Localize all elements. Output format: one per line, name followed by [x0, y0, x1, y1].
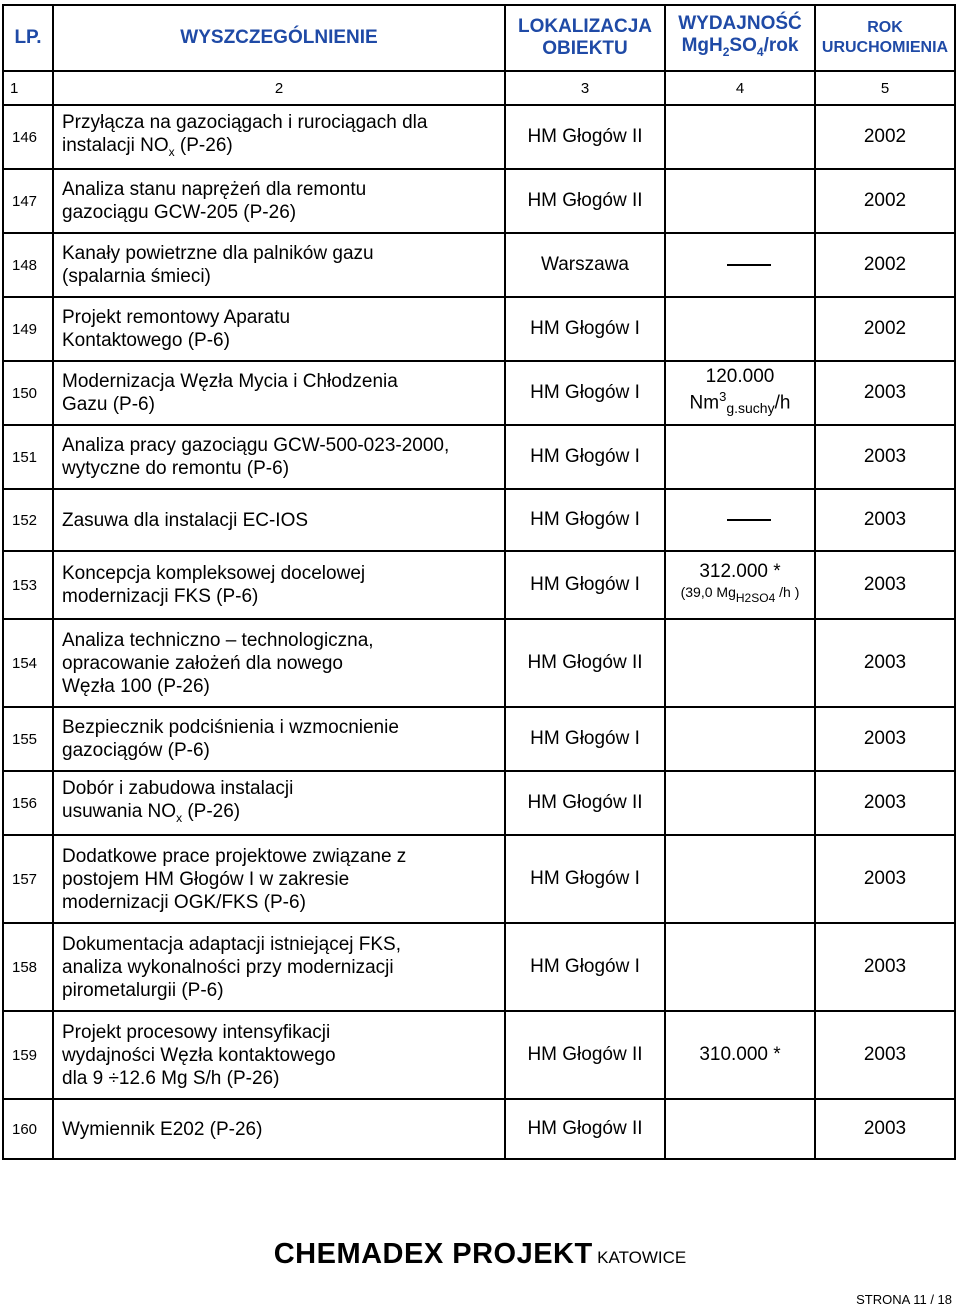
row-lp: 156: [3, 771, 53, 835]
row-year: 2003: [815, 619, 955, 707]
row-year: 2003: [815, 707, 955, 771]
row-location: HM Głogów I: [505, 489, 665, 551]
table-row: [3, 425, 955, 489]
row-year: 2003: [815, 361, 955, 425]
row-location: HM Głogów II: [505, 169, 665, 233]
row-location: HM Głogów II: [505, 771, 665, 835]
header-location: LOKALIZACJA OBIEKTU: [505, 5, 665, 71]
row-location: Warszawa: [505, 233, 665, 297]
row-description: Bezpiecznik podciśnienia i wzmocnienie gazociągów (P-6): [53, 707, 505, 771]
row-lp: 147: [3, 169, 53, 233]
colnum: 1: [3, 71, 53, 105]
table-row: [3, 835, 955, 923]
row-capacity: [665, 707, 815, 771]
row-description: Analiza stanu naprężeń dla remontu gazociągu GCW-205 (P-26): [53, 169, 505, 233]
row-year: 2003: [815, 923, 955, 1011]
row-year: 2003: [815, 551, 955, 619]
table-row: [3, 1011, 955, 1099]
row-lp: 159: [3, 1011, 53, 1099]
row-capacity: [665, 771, 815, 835]
row-description: Przyłącza na gazociągach i rurociągach dla instalacji $NO_x$ (P-26): [53, 105, 505, 169]
table-row: [3, 619, 955, 707]
projects-table: [2, 4, 956, 1160]
row-year: 2003: [815, 771, 955, 835]
row-location: HM Głogów I: [505, 551, 665, 619]
row-capacity: [665, 489, 815, 551]
row-description: Projekt procesowy intensyfikacji wydajności Węzła kontaktowego dla 9 ÷12.6 Mg S/h (P-26): [53, 1011, 505, 1099]
table-row: [3, 707, 955, 771]
colnum: 3: [505, 71, 665, 105]
row-location: HM Głogów II: [505, 619, 665, 707]
row-capacity: 310.000 *: [665, 1011, 815, 1099]
header-capacity: WYDAJNOŚĆ $MgH_2SO_4$/rok: [665, 5, 815, 71]
table-row: [3, 297, 955, 361]
row-lp: 150: [3, 361, 53, 425]
table-row: [3, 361, 955, 425]
row-year: 2003: [815, 425, 955, 489]
row-capacity: 312.000 * (39,0 $Mg_{H2SO4}$ /h ): [665, 551, 815, 619]
row-capacity: [665, 233, 815, 297]
row-location: HM Głogów I: [505, 707, 665, 771]
row-lp: 149: [3, 297, 53, 361]
colnum: 2: [53, 71, 505, 105]
column-numbers-row: [3, 71, 955, 105]
row-description: Wymiennik E202 (P-26): [53, 1099, 505, 1159]
row-capacity: [665, 835, 815, 923]
row-capacity: [665, 923, 815, 1011]
row-lp: 154: [3, 619, 53, 707]
row-year: 2003: [815, 1011, 955, 1099]
row-lp: 160: [3, 1099, 53, 1159]
row-description: Analiza pracy gazociągu GCW-500-023-2000, wytyczne do remontu (P-6): [53, 425, 505, 489]
row-year: 2003: [815, 835, 955, 923]
row-lp: 157: [3, 835, 53, 923]
row-capacity: [665, 425, 815, 489]
colnum: 4: [665, 71, 815, 105]
header-row: [3, 5, 955, 71]
row-year: 2002: [815, 297, 955, 361]
row-lp: 153: [3, 551, 53, 619]
company-name: CHEMADEX PROJEKT: [273, 1238, 593, 1270]
row-year: 2002: [815, 233, 955, 297]
row-year: 2002: [815, 169, 955, 233]
row-year: 2003: [815, 1099, 955, 1159]
header-spec: WYSZCZEGÓLNIENIE: [53, 5, 505, 71]
row-capacity: [665, 619, 815, 707]
row-description: Dodatkowe prace projektowe związane z postojem HM Głogów I w zakresie modernizacji OGK/FKS (P-6): [53, 835, 505, 923]
table-row: [3, 105, 955, 169]
dash-mark: [727, 519, 771, 521]
row-lp: 158: [3, 923, 53, 1011]
table-row: [3, 923, 955, 1011]
row-description: Kanały powietrzne dla palników gazu (spalarnia śmieci): [53, 233, 505, 297]
row-lp: 155: [3, 707, 53, 771]
company-city: KATOWICE: [597, 1248, 687, 1267]
row-lp: 151: [3, 425, 53, 489]
dash-mark: [727, 264, 771, 266]
table-row: [3, 771, 955, 835]
page-number: STRONA 11 / 18: [856, 1292, 952, 1307]
row-description: Dokumentacja adaptacji istniejącej FKS, analiza wykonalności przy modernizacji pirometalurgii (P-6): [53, 923, 505, 1011]
row-capacity: [665, 297, 815, 361]
row-location: HM Głogów I: [505, 835, 665, 923]
row-description: Zasuwa dla instalacji EC-IOS: [53, 489, 505, 551]
colnum: 5: [815, 71, 955, 105]
row-year: 2002: [815, 105, 955, 169]
header-lp: LP.: [3, 5, 53, 71]
row-location: HM Głogów I: [505, 425, 665, 489]
row-location: HM Głogów I: [505, 923, 665, 1011]
row-capacity: 120.000 $Nm^3_{g.suchy}/h$: [665, 361, 815, 425]
table-row: [3, 489, 955, 551]
row-location: HM Głogów I: [505, 297, 665, 361]
row-description: Koncepcja kompleksowej docelowej modernizacji FKS (P-6): [53, 551, 505, 619]
table-row: [3, 233, 955, 297]
row-description: Analiza techniczno – technologiczna, opracowanie założeń dla nowego Węzła 100 (P-26): [53, 619, 505, 707]
table-row: [3, 1099, 955, 1159]
row-description: Dobór i zabudowa instalacji usuwania $NO_x$ (P-26): [53, 771, 505, 835]
row-capacity: [665, 169, 815, 233]
footer: [0, 1238, 960, 1271]
header-year: ROK URUCHOMIENIA: [815, 5, 955, 71]
row-location: HM Głogów II: [505, 105, 665, 169]
row-capacity: [665, 105, 815, 169]
row-lp: 148: [3, 233, 53, 297]
row-location: HM Głogów I: [505, 361, 665, 425]
row-year: 2003: [815, 489, 955, 551]
row-capacity: [665, 1099, 815, 1159]
row-location: HM Głogów II: [505, 1099, 665, 1159]
row-lp: 146: [3, 105, 53, 169]
row-description: Modernizacja Węzła Mycia i Chłodzenia Gazu (P-6): [53, 361, 505, 425]
row-location: HM Głogów II: [505, 1011, 665, 1099]
row-description: Projekt remontowy Aparatu Kontaktowego (P-6): [53, 297, 505, 361]
table-row: [3, 169, 955, 233]
row-lp: 152: [3, 489, 53, 551]
table-row: [3, 551, 955, 619]
